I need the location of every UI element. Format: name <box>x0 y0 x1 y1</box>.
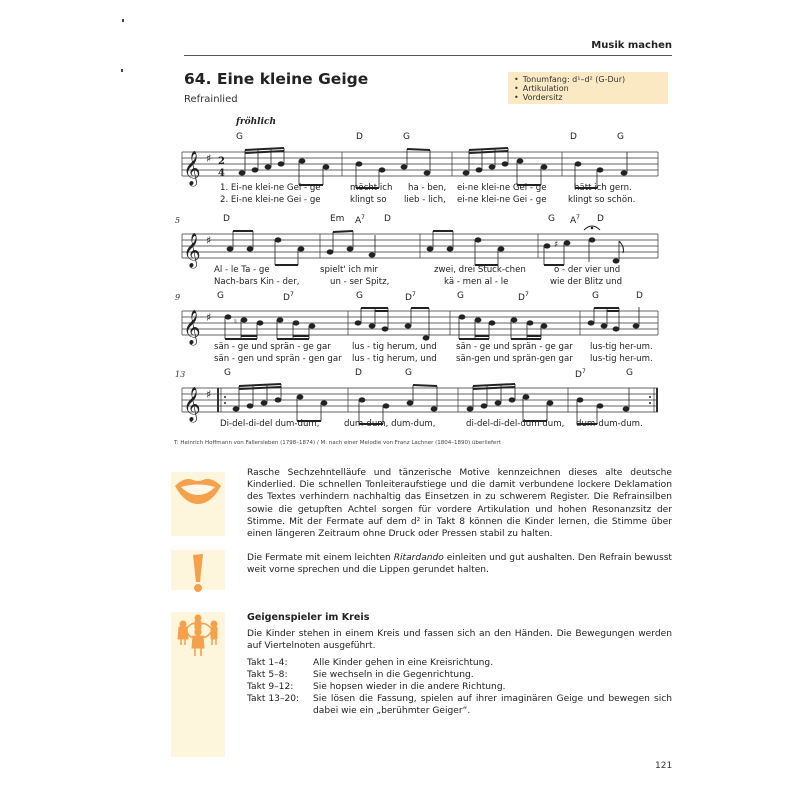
lyrics-verse-2 <box>180 277 660 288</box>
lyric-syllables: hätt ich gern. <box>574 183 632 193</box>
treble-clef-icon: 𝄞 <box>183 151 201 186</box>
treble-clef-icon: 𝄞 <box>183 387 201 422</box>
chord-symbol: $D^7$ <box>405 291 416 303</box>
svg-text:♯: ♯ <box>554 240 559 250</box>
lyric-syllables: sän - ge und sprän - ge gar <box>456 342 573 352</box>
lyric-syllables: zwei, drei Stück-chen <box>434 265 526 275</box>
info-item: • Artikulation <box>514 84 662 93</box>
header-rule <box>184 55 672 56</box>
lyrics-refrain <box>180 419 660 430</box>
lyric-syllables: un - ser Spitz, <box>330 277 390 287</box>
lyric-syllables: Al - le Ta - ge <box>214 265 270 275</box>
takt-description: Sie wechseln in die Gegenrichtung. <box>313 669 474 680</box>
chord-symbol: G <box>626 368 633 378</box>
chord-symbol: $A^7$ <box>355 214 365 226</box>
music-system-2 <box>175 212 660 292</box>
lyric-syllables: spielt' ich mir <box>320 265 379 275</box>
chord-symbol: D <box>223 214 230 224</box>
takt-table <box>247 657 672 718</box>
chord-symbol: Em <box>330 214 345 224</box>
chord-symbol: D <box>570 132 577 142</box>
page-number: 121 <box>655 761 673 771</box>
measure-number: 5 <box>175 216 181 225</box>
chord-symbol: D <box>384 214 391 224</box>
lyrics-verse-1 <box>180 265 660 276</box>
lyric-syllables: möcht ich <box>350 183 393 193</box>
children-circle-icon <box>171 614 225 658</box>
music-system-3 <box>175 289 660 369</box>
chord-symbol: G <box>403 132 410 142</box>
music-system-1 <box>180 130 660 210</box>
lyric-syllables: sän - gen und sprän - gen gar <box>214 354 342 364</box>
chord-symbol: G <box>457 291 464 301</box>
takt-description: Sie lösen die Fassung, spielen auf ihrer imaginären Geige und bewegen sich dabei wie ein „berühmter Geiger“. <box>313 694 672 717</box>
lyric-syllables: dum-dum-dum. <box>576 419 643 429</box>
info-item: • Tonumfang: d¹–d² (G-Dur) <box>514 75 662 84</box>
note-vocal-pedagogy <box>247 467 672 540</box>
note-text-before: Die Fermate mit einem leichten <box>247 553 394 563</box>
svg-text:4: 4 <box>218 168 225 179</box>
lyric-syllables: ei-ne klei-ne Gei - ge <box>457 195 547 205</box>
sharp-icon: ♯ <box>206 152 212 165</box>
info-box <box>508 72 668 104</box>
chord-symbol: G <box>236 132 243 142</box>
lyric-syllables: wie der Blitz und <box>550 277 623 287</box>
lyric-syllables: sän - ge und sprän - ge gar <box>214 342 331 352</box>
margin-mark <box>121 69 123 72</box>
takt-label: Takt 5–8: <box>247 669 288 680</box>
measure-number: 13 <box>175 370 186 379</box>
takt-description: Sie hopsen wieder in die andere Richtung. <box>313 682 506 693</box>
chord-symbol: D <box>636 291 643 301</box>
lyric-syllables: Nach-bars Kin - der, <box>214 277 300 287</box>
chord-symbol: G <box>405 368 412 378</box>
lyric-syllables: lus-tig her-um. <box>590 342 653 352</box>
note-text: Rasche Sechzehntelläufe und tänzerische Motive kennzeichnen dieses alte deutsche Kinderlied. Die schnellen Tonleiteraufstiege und die damit verbundene lockere Deklamation des Textes verhindern nachhaltig das Einsetzen in zu schwerem Register. Die Refrainsilben sowie die getupften Achtel sorgen für vordere Artikulation und hohen Resonanzsitz der Stimme. Mit der Fermate auf dem d² in Takt 8 können die Kinder lernen, die Stimme über einen längeren Zeitraum ohne Druck oder Pressen stabil zu halten. <box>247 468 672 540</box>
chord-symbol: G <box>548 214 555 224</box>
lyric-syllables: lus - tig herum, und <box>352 342 437 352</box>
lyric-syllables: ei-ne klei-ne Gei - ge <box>457 183 547 193</box>
note-movement-game <box>247 612 672 718</box>
chord-symbol: $A^7$ <box>570 214 580 226</box>
svg-text:2: 2 <box>218 156 225 167</box>
lyric-syllables: 2. Ei-ne klei-ne Gei - ge <box>220 195 321 205</box>
chord-symbol: $D^7$ <box>283 291 294 303</box>
lyrics-verse-2 <box>180 195 660 206</box>
lyrics-verse-1 <box>180 183 660 194</box>
lyric-syllables: kä - men al - le <box>444 277 509 287</box>
exclamation-icon <box>171 553 225 593</box>
song-title: 64. Eine kleine Geige <box>184 70 369 88</box>
note-text-after: einleiten und gut aushalten. Den Refrain bewusst weit vorne sprechen und die Lippen gerundet halten. <box>247 553 672 576</box>
chord-symbol: G <box>224 368 231 378</box>
chord-symbol: G <box>592 291 599 301</box>
margin-mark <box>122 19 124 22</box>
sharp-icon: ♯ <box>206 234 212 247</box>
treble-clef-icon: 𝄞 <box>183 233 201 268</box>
note-text: Die Kinder stehen in einem Kreis und fassen sich an den Händen. Die Bewegungen werden auf Viertelnoten ausgeführt. <box>247 629 672 652</box>
lyric-syllables: lus-tig her-um. <box>590 354 653 364</box>
lips-icon <box>171 476 225 506</box>
sharp-icon: ♯ <box>206 311 212 324</box>
chord-symbol: G <box>217 291 224 301</box>
note-text-italic: Ritardando <box>393 553 444 563</box>
chord-symbol: $D^7$ <box>575 368 586 380</box>
chord-symbol: $D^7$ <box>518 291 529 303</box>
lyric-syllables: Di-del-di-del dum-dum, <box>220 419 320 429</box>
song-subtitle: Refrainlied <box>184 94 238 105</box>
lyric-syllables: lus - tig herum, und <box>352 354 437 364</box>
takt-label: Takt 13–20: <box>247 694 300 705</box>
takt-row <box>247 657 672 669</box>
takt-label: Takt 1–4: <box>247 657 288 668</box>
chord-symbol: D <box>356 132 363 142</box>
chord-symbol: G <box>356 291 363 301</box>
lyric-syllables: klingt so <box>350 195 387 205</box>
measure-number: 9 <box>175 293 181 302</box>
treble-clef-icon: 𝄞 <box>183 310 201 345</box>
info-item: • Vordersitz <box>514 93 662 102</box>
takt-row <box>247 693 672 717</box>
running-head: Musik machen <box>591 40 672 51</box>
takt-description: Alle Kinder gehen in eine Kreisrichtung. <box>313 657 494 668</box>
note-fermata-tip <box>247 552 672 576</box>
repeat-dots-icon <box>224 396 226 398</box>
lyric-syllables: dum-dum, dum-dum, <box>344 419 436 429</box>
lyric-syllables: ha - ben, <box>408 183 447 193</box>
tempo-marking: fröhlich <box>236 117 277 127</box>
music-system-4 <box>175 366 660 446</box>
song-credit: T: Heinrich Hoffmann von Fallersleben (1798–1874) / M: nach einer Melodie von Franz Lachner (1804–1890) überliefert <box>174 440 501 446</box>
chord-symbol: D <box>355 368 362 378</box>
chord-symbol: G <box>617 132 624 142</box>
lyric-syllables: 1. Ei-ne klei-ne Gei - ge <box>220 183 321 193</box>
takt-label: Takt 9–12: <box>247 682 294 693</box>
lyric-syllables: o - der vier und <box>554 265 621 275</box>
lyric-syllables: sän-gen und sprän-gen gar <box>456 354 573 364</box>
block-heading: Geigenspieler im Kreis <box>247 612 370 623</box>
takt-row <box>247 669 672 681</box>
sharp-icon: ♯ <box>206 388 212 401</box>
lyric-syllables: lieb - lich, <box>404 195 446 205</box>
lyrics-verse-2 <box>180 354 660 365</box>
lyrics-verse-1 <box>180 342 660 353</box>
lyric-syllables: klingt so schön. <box>568 195 636 205</box>
chord-symbol: D <box>597 214 604 224</box>
lyric-syllables: di-del-di-del-dum dum, <box>466 419 565 429</box>
takt-row <box>247 681 672 693</box>
svg-text:♮: ♮ <box>234 317 237 326</box>
